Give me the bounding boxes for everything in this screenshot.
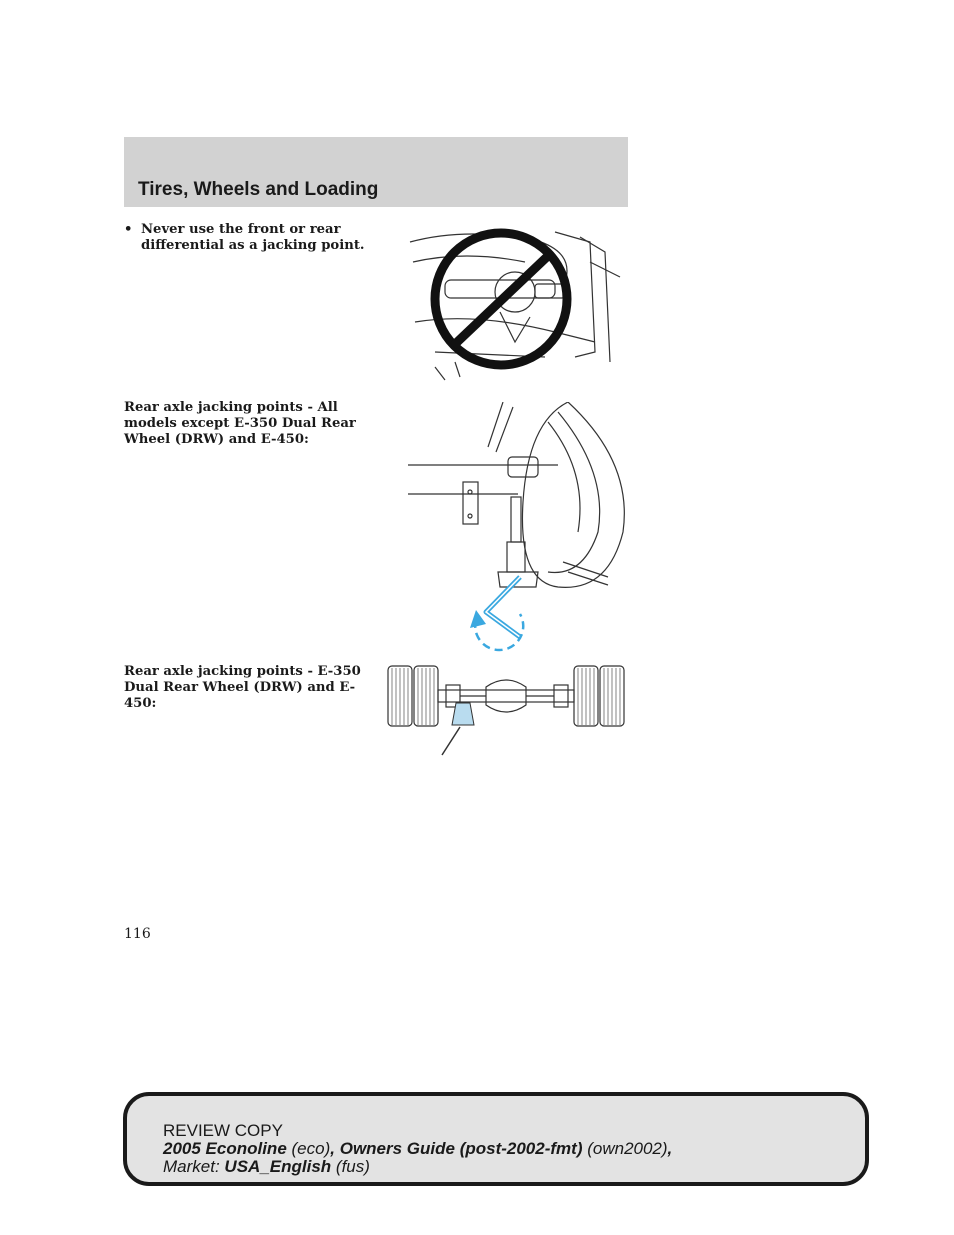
bullet-text: Never use the front or rear differential as a jacking point. [141, 222, 365, 253]
jack-point-marker [452, 703, 474, 725]
footer-sep2: , [667, 1139, 673, 1158]
rear-axle-jack-figure [408, 402, 630, 652]
footer-guide-code: (own2002) [587, 1139, 668, 1158]
footer-model: 2005 Econoline [163, 1139, 287, 1158]
dual-rear-wheel-axle-figure [386, 663, 630, 778]
axle-jacking-heading-standard: Rear axle jacking points - All models except E-350 Dual Rear Wheel (DRW) and E-450: [124, 400, 356, 447]
jack-handle [486, 577, 520, 637]
bullet-dot: • [124, 222, 133, 237]
review-footer [123, 1092, 869, 1186]
page-number: 116 [124, 926, 151, 942]
footer-market-code: (fus) [335, 1157, 370, 1176]
bullet-item [124, 222, 374, 254]
rotation-arrow-icon [470, 610, 523, 650]
footer-model-code: (eco) [291, 1139, 331, 1158]
differential-jacking-prohibited-figure [405, 222, 630, 382]
footer-text [163, 1122, 672, 1176]
footer-line2 [163, 1140, 672, 1158]
footer-line3 [163, 1158, 672, 1176]
footer-guide: Owners Guide (post-2002-fmt) [339, 1139, 583, 1158]
footer-sep1: , [330, 1139, 335, 1158]
section-title: Tires, Wheels and Loading [138, 179, 379, 200]
prohibition-icon [435, 233, 567, 365]
footer-market: USA_English [224, 1157, 332, 1176]
footer-line1: REVIEW COPY [163, 1121, 283, 1140]
axle-jacking-heading-drw: Rear axle jacking points - E-350 Dual Rear Wheel (DRW) and E-450: [124, 664, 361, 711]
section-header [124, 137, 628, 207]
footer-market-label: Market: [163, 1157, 220, 1176]
